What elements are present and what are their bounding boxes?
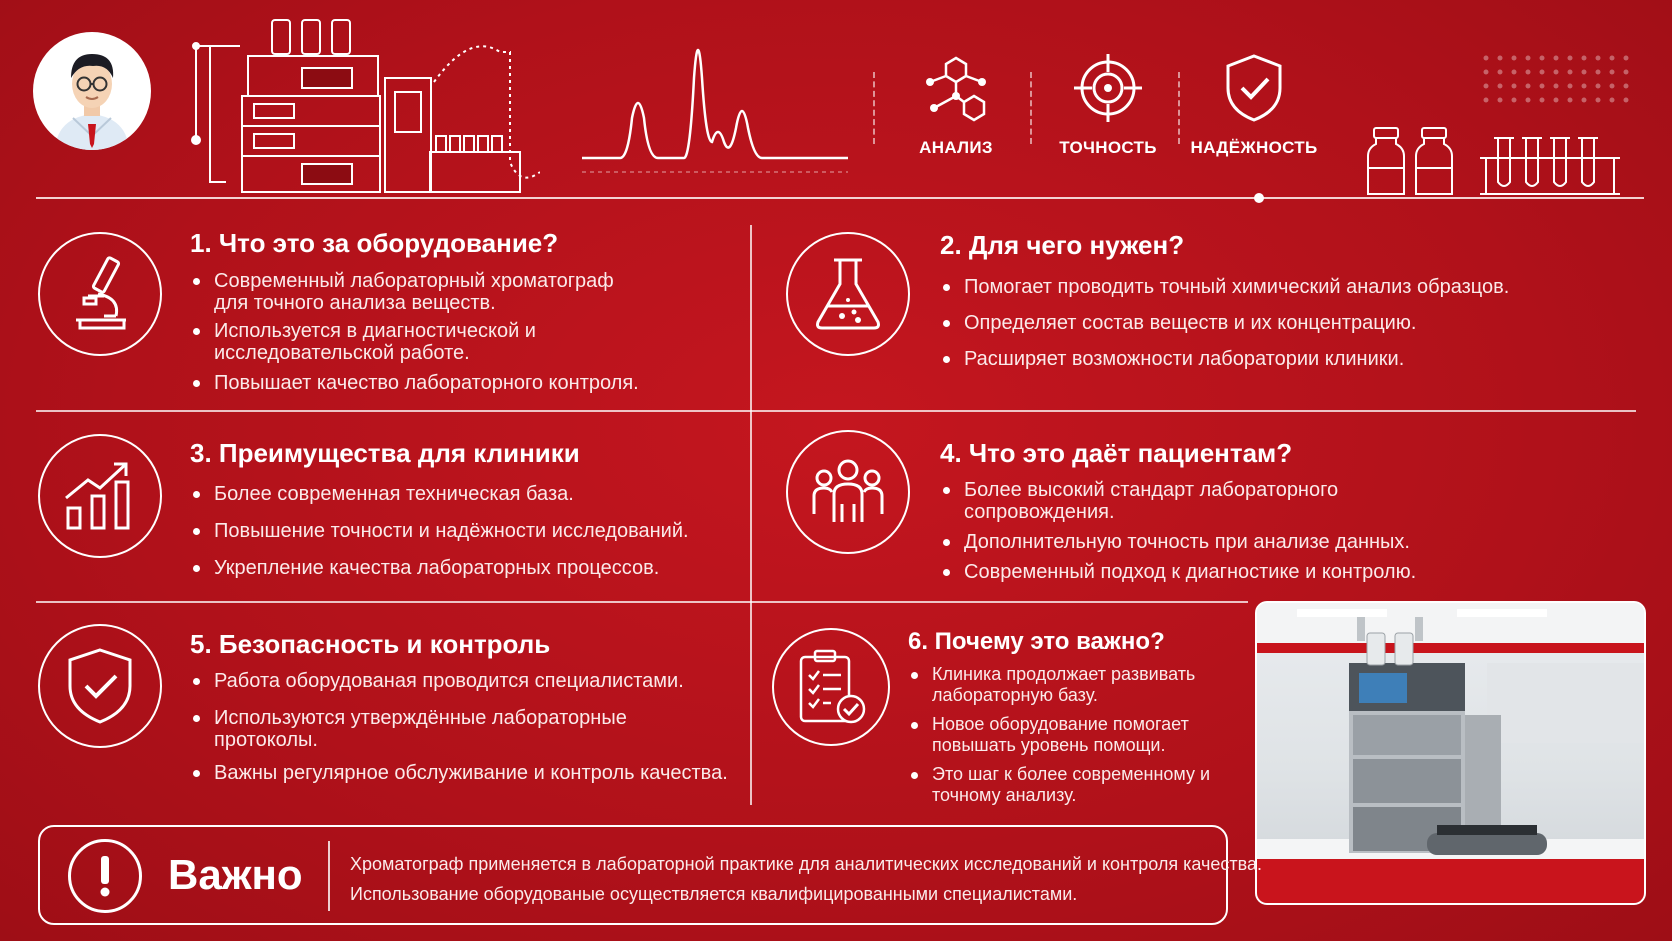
- dot: [1554, 98, 1559, 103]
- dot: [1498, 70, 1503, 75]
- dot: [1540, 56, 1545, 61]
- dot: [1512, 70, 1517, 75]
- list-item: Более высокий стандарт лабораторного сопровождения.: [940, 479, 1420, 523]
- list-item: Новое оборудование помогает повышать уровень помощи.: [908, 714, 1248, 756]
- important-notice: [38, 825, 1262, 925]
- list-item: Работа оборудованая проводится специалистами.: [190, 670, 730, 692]
- section-title: 2. Для чего нужен?: [940, 230, 1185, 260]
- dot: [1554, 56, 1559, 61]
- dot: [1610, 98, 1615, 103]
- chromatogram-peaks-icon: [580, 18, 850, 178]
- grid-divider: [36, 410, 1636, 412]
- section-title: 1. Что это за оборудование?: [190, 228, 559, 258]
- dot: [1596, 98, 1601, 103]
- section-icon: [786, 430, 910, 554]
- list-item: Современный лабораторный хроматограф для точного анализа веществ.: [190, 270, 650, 314]
- list-item: Повышение точности и надёжности исследований.: [190, 520, 730, 542]
- list-item: Определяет состав веществ и их концентрацию.: [940, 312, 1620, 334]
- dot: [1610, 70, 1615, 75]
- dot: [1624, 84, 1629, 89]
- dot: [1484, 84, 1489, 89]
- dot: [1596, 84, 1601, 89]
- header-separator: [1178, 72, 1180, 144]
- grid-divider: [750, 225, 752, 805]
- list-item: Более современная техническая база.: [190, 483, 730, 505]
- dot: [1512, 84, 1517, 89]
- list-item: Расширяет возможности лаборатории клиники.: [940, 348, 1620, 370]
- header-separator: [873, 72, 875, 144]
- dot: [1484, 56, 1489, 61]
- section-title: 6. Почему это важно?: [908, 628, 1165, 655]
- list-item: Повышает качество лабораторного контроля.: [190, 372, 650, 394]
- flask-icon: [808, 254, 888, 334]
- shield-check-icon: [60, 646, 140, 726]
- badge-accuracy: [1038, 52, 1178, 158]
- dots-pattern-icon: [1480, 52, 1640, 112]
- growth-chart-icon: [60, 456, 140, 536]
- badge-label: НАДЁЖНОСТЬ: [1190, 138, 1318, 157]
- clipboard-checklist-icon: [791, 647, 871, 727]
- list-item: Используется в диагностической и исследовательской работе.: [190, 320, 650, 364]
- dot: [1610, 56, 1615, 61]
- list-item: Дополнительную точность при анализе данных.: [940, 531, 1420, 553]
- section-title: 4. Что это даёт пациентам?: [940, 438, 1293, 468]
- dot: [1512, 56, 1517, 61]
- grid-divider: [36, 601, 1248, 603]
- section-icon: [772, 628, 890, 746]
- section-list: [190, 670, 730, 784]
- badge-analysis: [886, 52, 1026, 158]
- doctor-avatar: [33, 32, 151, 150]
- dot: [1568, 84, 1573, 89]
- dot: [1624, 70, 1629, 75]
- dot: [1526, 56, 1531, 61]
- dot: [1568, 56, 1573, 61]
- list-item: Это шаг к более современному и точному анализу.: [908, 764, 1248, 806]
- dot: [1554, 84, 1559, 89]
- dot: [1624, 98, 1629, 103]
- target-icon: [1072, 52, 1144, 124]
- dot: [1526, 84, 1531, 89]
- dot: [1540, 70, 1545, 75]
- dot: [1498, 98, 1503, 103]
- list-item: Укрепление качества лабораторных процессов.: [190, 557, 730, 579]
- section-list: [940, 276, 1620, 370]
- dot: [1596, 70, 1601, 75]
- header-divider-dot: [1254, 193, 1264, 203]
- dot: [1484, 98, 1489, 103]
- list-item: Помогает проводить точный химический анализ образцов.: [940, 276, 1620, 298]
- dot: [1596, 56, 1601, 61]
- bottles-tubes-icon: [1366, 124, 1626, 198]
- dot: [1568, 70, 1573, 75]
- badge-reliability: [1184, 52, 1324, 158]
- dot: [1624, 56, 1629, 61]
- dot: [1526, 70, 1531, 75]
- header-divider: [36, 197, 1644, 199]
- section-icon: [38, 232, 162, 356]
- dot: [1512, 98, 1517, 103]
- list-item: Клиника продолжает развивать лабораторную базу.: [908, 664, 1248, 706]
- important-line: Хроматограф применяется в лабораторной практике для аналитических исследований и контроля качества.: [350, 854, 1262, 874]
- lab-equipment-photo: [1255, 601, 1646, 905]
- dot: [1568, 98, 1573, 103]
- microscope-icon: [60, 254, 140, 334]
- section-list: [190, 483, 730, 579]
- section-list: [908, 664, 1248, 806]
- exclamation-icon: [68, 839, 142, 913]
- dot: [1484, 70, 1489, 75]
- badge-label: ТОЧНОСТЬ: [1059, 138, 1157, 157]
- chromatograph-illustration-icon: [180, 12, 540, 197]
- header-separator: [1030, 72, 1032, 144]
- important-line: Использование оборудованые осуществляется квалифицированными специалистами.: [350, 884, 1078, 904]
- section-icon: [38, 624, 162, 748]
- molecule-icon: [916, 52, 996, 124]
- dot: [1582, 70, 1587, 75]
- dot: [1526, 98, 1531, 103]
- badge-label: АНАЛИЗ: [919, 138, 993, 157]
- list-item: Используются утверждённые лабораторные протоколы.: [190, 707, 730, 751]
- list-item: Важны регулярное обслуживание и контроль качества.: [190, 762, 730, 784]
- dot: [1554, 70, 1559, 75]
- dot: [1498, 84, 1503, 89]
- important-title: Важно: [168, 851, 303, 898]
- shield-check-icon: [1218, 52, 1290, 124]
- dot: [1540, 84, 1545, 89]
- dot: [1540, 98, 1545, 103]
- section-title: 5. Безопасность и контроль: [190, 629, 551, 659]
- header-banner: [0, 0, 1672, 205]
- section-icon: [38, 434, 162, 558]
- dot: [1582, 84, 1587, 89]
- section-list: [190, 270, 650, 394]
- section-title: 3. Преимущества для клиники: [190, 438, 580, 468]
- dot: [1582, 56, 1587, 61]
- dot: [1582, 98, 1587, 103]
- dot: [1498, 56, 1503, 61]
- important-text: [350, 849, 1262, 909]
- dot: [1610, 84, 1615, 89]
- section-list: [940, 479, 1420, 583]
- list-item: Современный подход к диагностике и контролю.: [940, 561, 1420, 583]
- people-group-icon: [806, 452, 890, 532]
- important-separator: [328, 841, 330, 911]
- section-icon: [786, 232, 910, 356]
